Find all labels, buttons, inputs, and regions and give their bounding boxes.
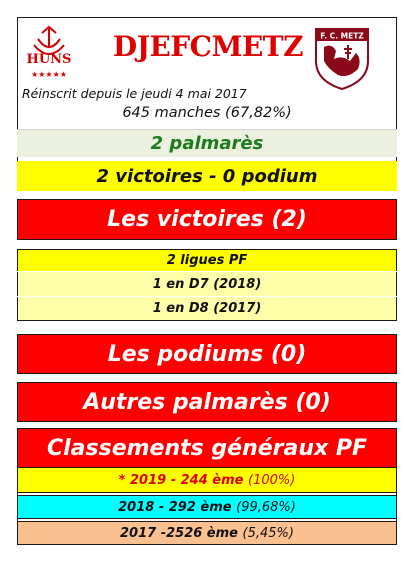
classement-row-2017 <box>17 521 397 545</box>
podiums-header: Les podiums (0) <box>17 334 397 374</box>
classement-percent: (5,45%) <box>242 525 294 541</box>
classement-percent: (100%) <box>248 472 296 488</box>
palmares-count: 2 palmarès <box>17 129 397 157</box>
classement-rank: 2017 -2526 ème <box>120 525 238 541</box>
classement-row-2018 <box>17 495 397 519</box>
reinscrit-date: Réinscrit depuis le jeudi 4 mai 2017 <box>22 86 247 101</box>
fc-metz-logo <box>312 25 372 91</box>
autres-palmares-header: Autres palmarès (0) <box>17 382 397 422</box>
classement-percent: (99,68%) <box>236 499 296 515</box>
classement-rank: 2018 - 292 ème <box>118 499 232 515</box>
huns-logo-stars: ★★★★★ <box>31 70 67 79</box>
classements-header: Classements généraux PF <box>17 428 397 468</box>
huns-logo-text: HUNS <box>26 52 72 67</box>
huns-logo <box>24 25 74 85</box>
victoire-item: 1 en D8 (2017) <box>17 297 397 321</box>
victoires-header: Les victoires (2) <box>17 199 397 240</box>
victoire-item: 1 en D7 (2018) <box>17 272 397 296</box>
classement-rank: * 2019 - 244 ème <box>118 472 244 488</box>
victoires-podium-summary: 2 victoires - 0 podium <box>17 161 397 191</box>
manches-count: 645 manches (67,82%) <box>122 105 292 121</box>
ligues-header: 2 ligues PF <box>17 249 397 271</box>
page-title: DJEFCMETZ <box>112 30 304 63</box>
classement-row-2019 <box>17 467 397 493</box>
fc-metz-logo-text: F. C. METZ <box>320 31 364 41</box>
